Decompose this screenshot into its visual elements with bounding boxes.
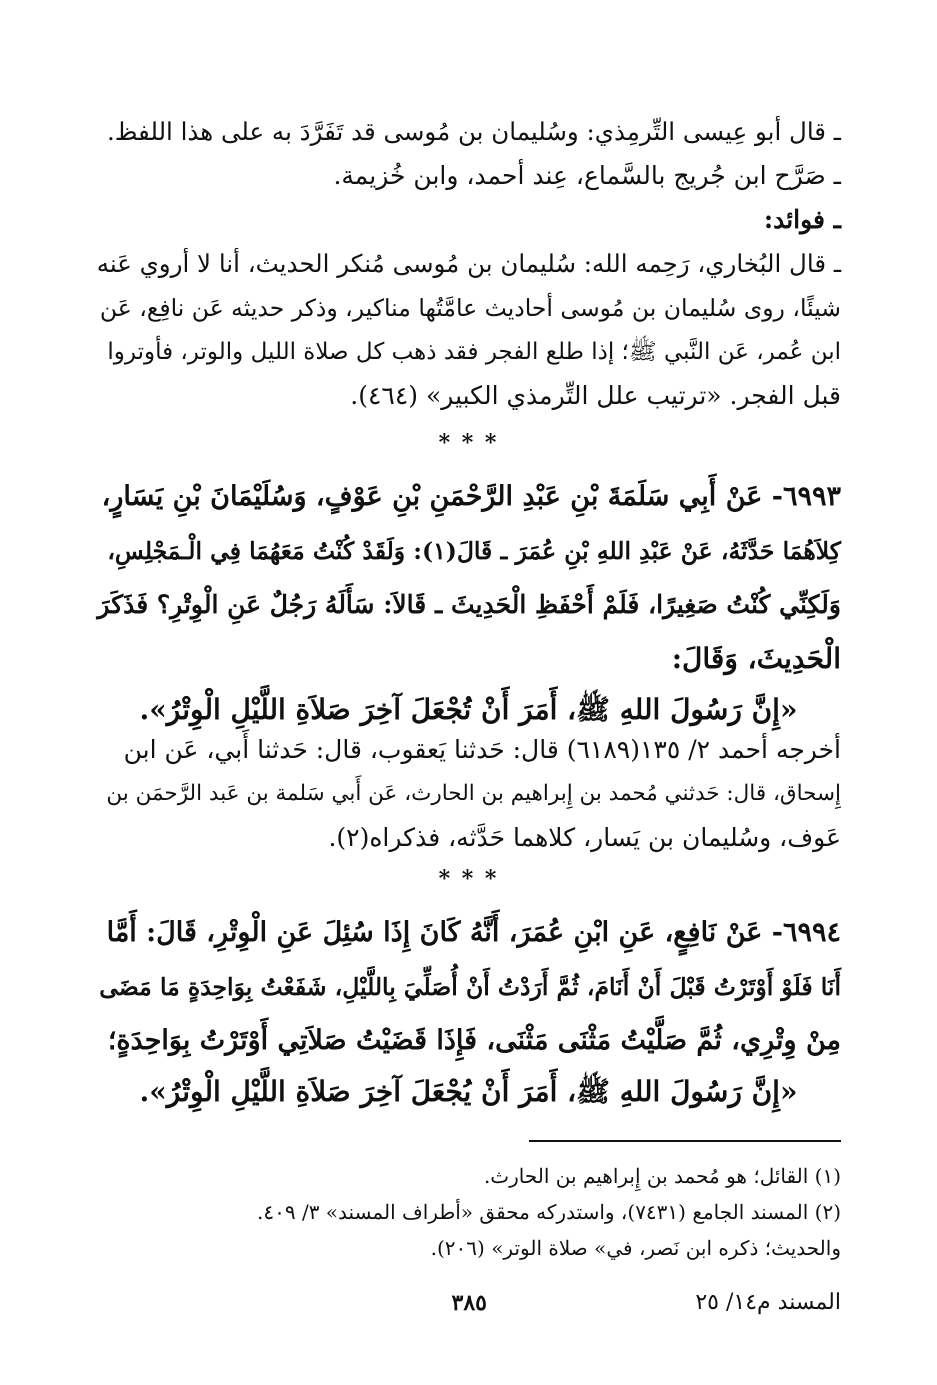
section-separator: * * * bbox=[438, 430, 499, 456]
hadith-6994 bbox=[96, 906, 841, 1068]
hadith-line: وَلَكِنِّي كُنْتُ صَغِيرًا، فَلَمْ أَحْفَظِ الْحَدِيثَ ـ قَالاَ: سَأَلَهُ رَجُلٌ عَنِ الْوِتْرِ؟ فَذَكَرَ bbox=[97, 590, 841, 619]
hadith-line: أَنَا فَلَوْ أَوْتَرْتُ قَبْلَ أَنْ أَنَامَ، ثُمَّ أَرَدْتُ أَنْ أُصَلِّيَ بِاللَّيْلِ، شَفَعْتُ بِوَاحِدَةٍ مَا مَضَى bbox=[99, 973, 841, 1001]
footnotes bbox=[96, 1158, 841, 1266]
fawaid-line: قبل الفجر. «ترتيب علل التِّرمذي الكبير» (٤٦٤). bbox=[350, 381, 841, 410]
takhrij-line: أخرجه أحمد ٢/ ١٣٥(٦١٨٩) قال: حَدثنا يَعقوب، قال: حَدثنا أَبي، عَن ابن bbox=[123, 735, 841, 764]
tirmidhi-note: ـ قال أبو عِيسى التِّرمِذي: وسُليمان بن مُوسى قد تَفَرَّدَ به على هذا اللفظ. bbox=[107, 117, 841, 146]
footnote-1: (١) القائل؛ هو مُحمد بن إِبراهيم بن الحارث. bbox=[483, 1164, 841, 1188]
takhrij-6993 bbox=[96, 728, 841, 860]
section-separator: * * * bbox=[438, 866, 499, 892]
takhrij-line: عَوف، وسُليمان بن يَسار، كلاهما حَدَّثه، فذكراه(٢). bbox=[328, 823, 841, 852]
fawaid-line: شيئًا، روى سُليمان بن مُوسى أحاديث عامَّتُها مناكير، وذكر حديثه عَن نافِع، عَن bbox=[99, 294, 841, 322]
page-footer bbox=[96, 1290, 841, 1330]
hadith-line: ٦٩٩٣- عَنْ أَبِي سَلَمَةَ بْنِ عَبْدِ الرَّحْمَنِ بْنِ عَوْفٍ، وَسُلَيْمَانَ بْنِ يَسَارٍ، bbox=[101, 481, 841, 512]
hadith-line: ٦٩٩٤- عَنْ نَافِعٍ، عَنِ ابْنِ عُمَرَ، أَنَّهُ كَانَ إِذَا سُئِلَ عَنِ الْوِتْرِ، قَالَ: أَمَّا bbox=[106, 917, 841, 948]
hadith-quote: «إِنَّ رَسُولَ اللهِ ﷺ، أَمَرَ أَنْ تُجْعَلَ آخِرَ صَلاَةِ اللَّيْلِ الْوِتْرُ». bbox=[139, 693, 798, 726]
takhrij-line: إِسحاق، قال: حَدثني مُحمد بن إِبراهيم بن الحارث، عَن أَبي سَلمة بن عَبد الرَّحمَن بن bbox=[106, 781, 841, 806]
fawaid-line: ابن عُمر، عَن النَّبي ﷺ؛ إذا طلع الفجر فقد ذهب كل صلاة الليل والوتر، فأوتروا bbox=[107, 339, 841, 365]
footnote-2-cont: والحديث؛ ذكره ابن نَصر، في» صلاة الوتر» (٢٠٦). bbox=[430, 1236, 841, 1260]
hadith-quote: «إِنَّ رَسُولَ اللهِ ﷺ، أَمَرَ أَنْ يُجْعَلَ آخِرَ صَلاَةِ اللَّيْلِ الْوِتْرُ». bbox=[139, 1075, 798, 1108]
hadith-line: الْحَدِيثَ، وَقَالَ: bbox=[671, 642, 841, 675]
hadith-6994-quote-block bbox=[96, 1070, 841, 1114]
footnote-2: (٢) المسند الجامع (٧٤٣١)، واستدركه محقق «أطراف المسند» ٣/ ٤٠٩. bbox=[257, 1200, 841, 1224]
footnote-divider bbox=[529, 1140, 841, 1142]
hadith-6993-quote-block bbox=[96, 688, 841, 732]
hadith-6993 bbox=[96, 470, 841, 686]
hadith-line: مِنْ وِتْرِي، ثُمَّ صَلَّيْتُ مَثْنَى مَثْنَى، فَإِذَا قَضَيْتُ صَلاَتِي أَوْتَرْتُ بِوَاحِدَةٍ؛ bbox=[107, 1025, 841, 1056]
page-number: ٣٨٥ bbox=[451, 1290, 487, 1316]
ibn-jurayj-note: ـ صَرَّح ابن جُريج بالسَّماع، عِند أحمد، وابن خُزيمة. bbox=[333, 161, 841, 190]
signature-mark: المسند م١٤/ ٢٥ bbox=[695, 1290, 841, 1315]
fawaid-line: ـ قال البُخاري، رَحِمه الله: سُليمان بن مُوسى مُنكر الحديث، أنا لا أروي عَنه bbox=[96, 249, 841, 278]
hadith-line: كِلاَهُمَا حَدَّثَهُ، عَنْ عَبْدِ اللهِ بْنِ عُمَرَ ـ قَالَ(١): وَلَقَدْ كُنْتُ مَعَهُمَا فِي الْـمَجْلِسِ، bbox=[107, 537, 841, 565]
fawaid-heading: ـ فوائد: bbox=[763, 205, 841, 234]
notes-section bbox=[96, 110, 841, 418]
